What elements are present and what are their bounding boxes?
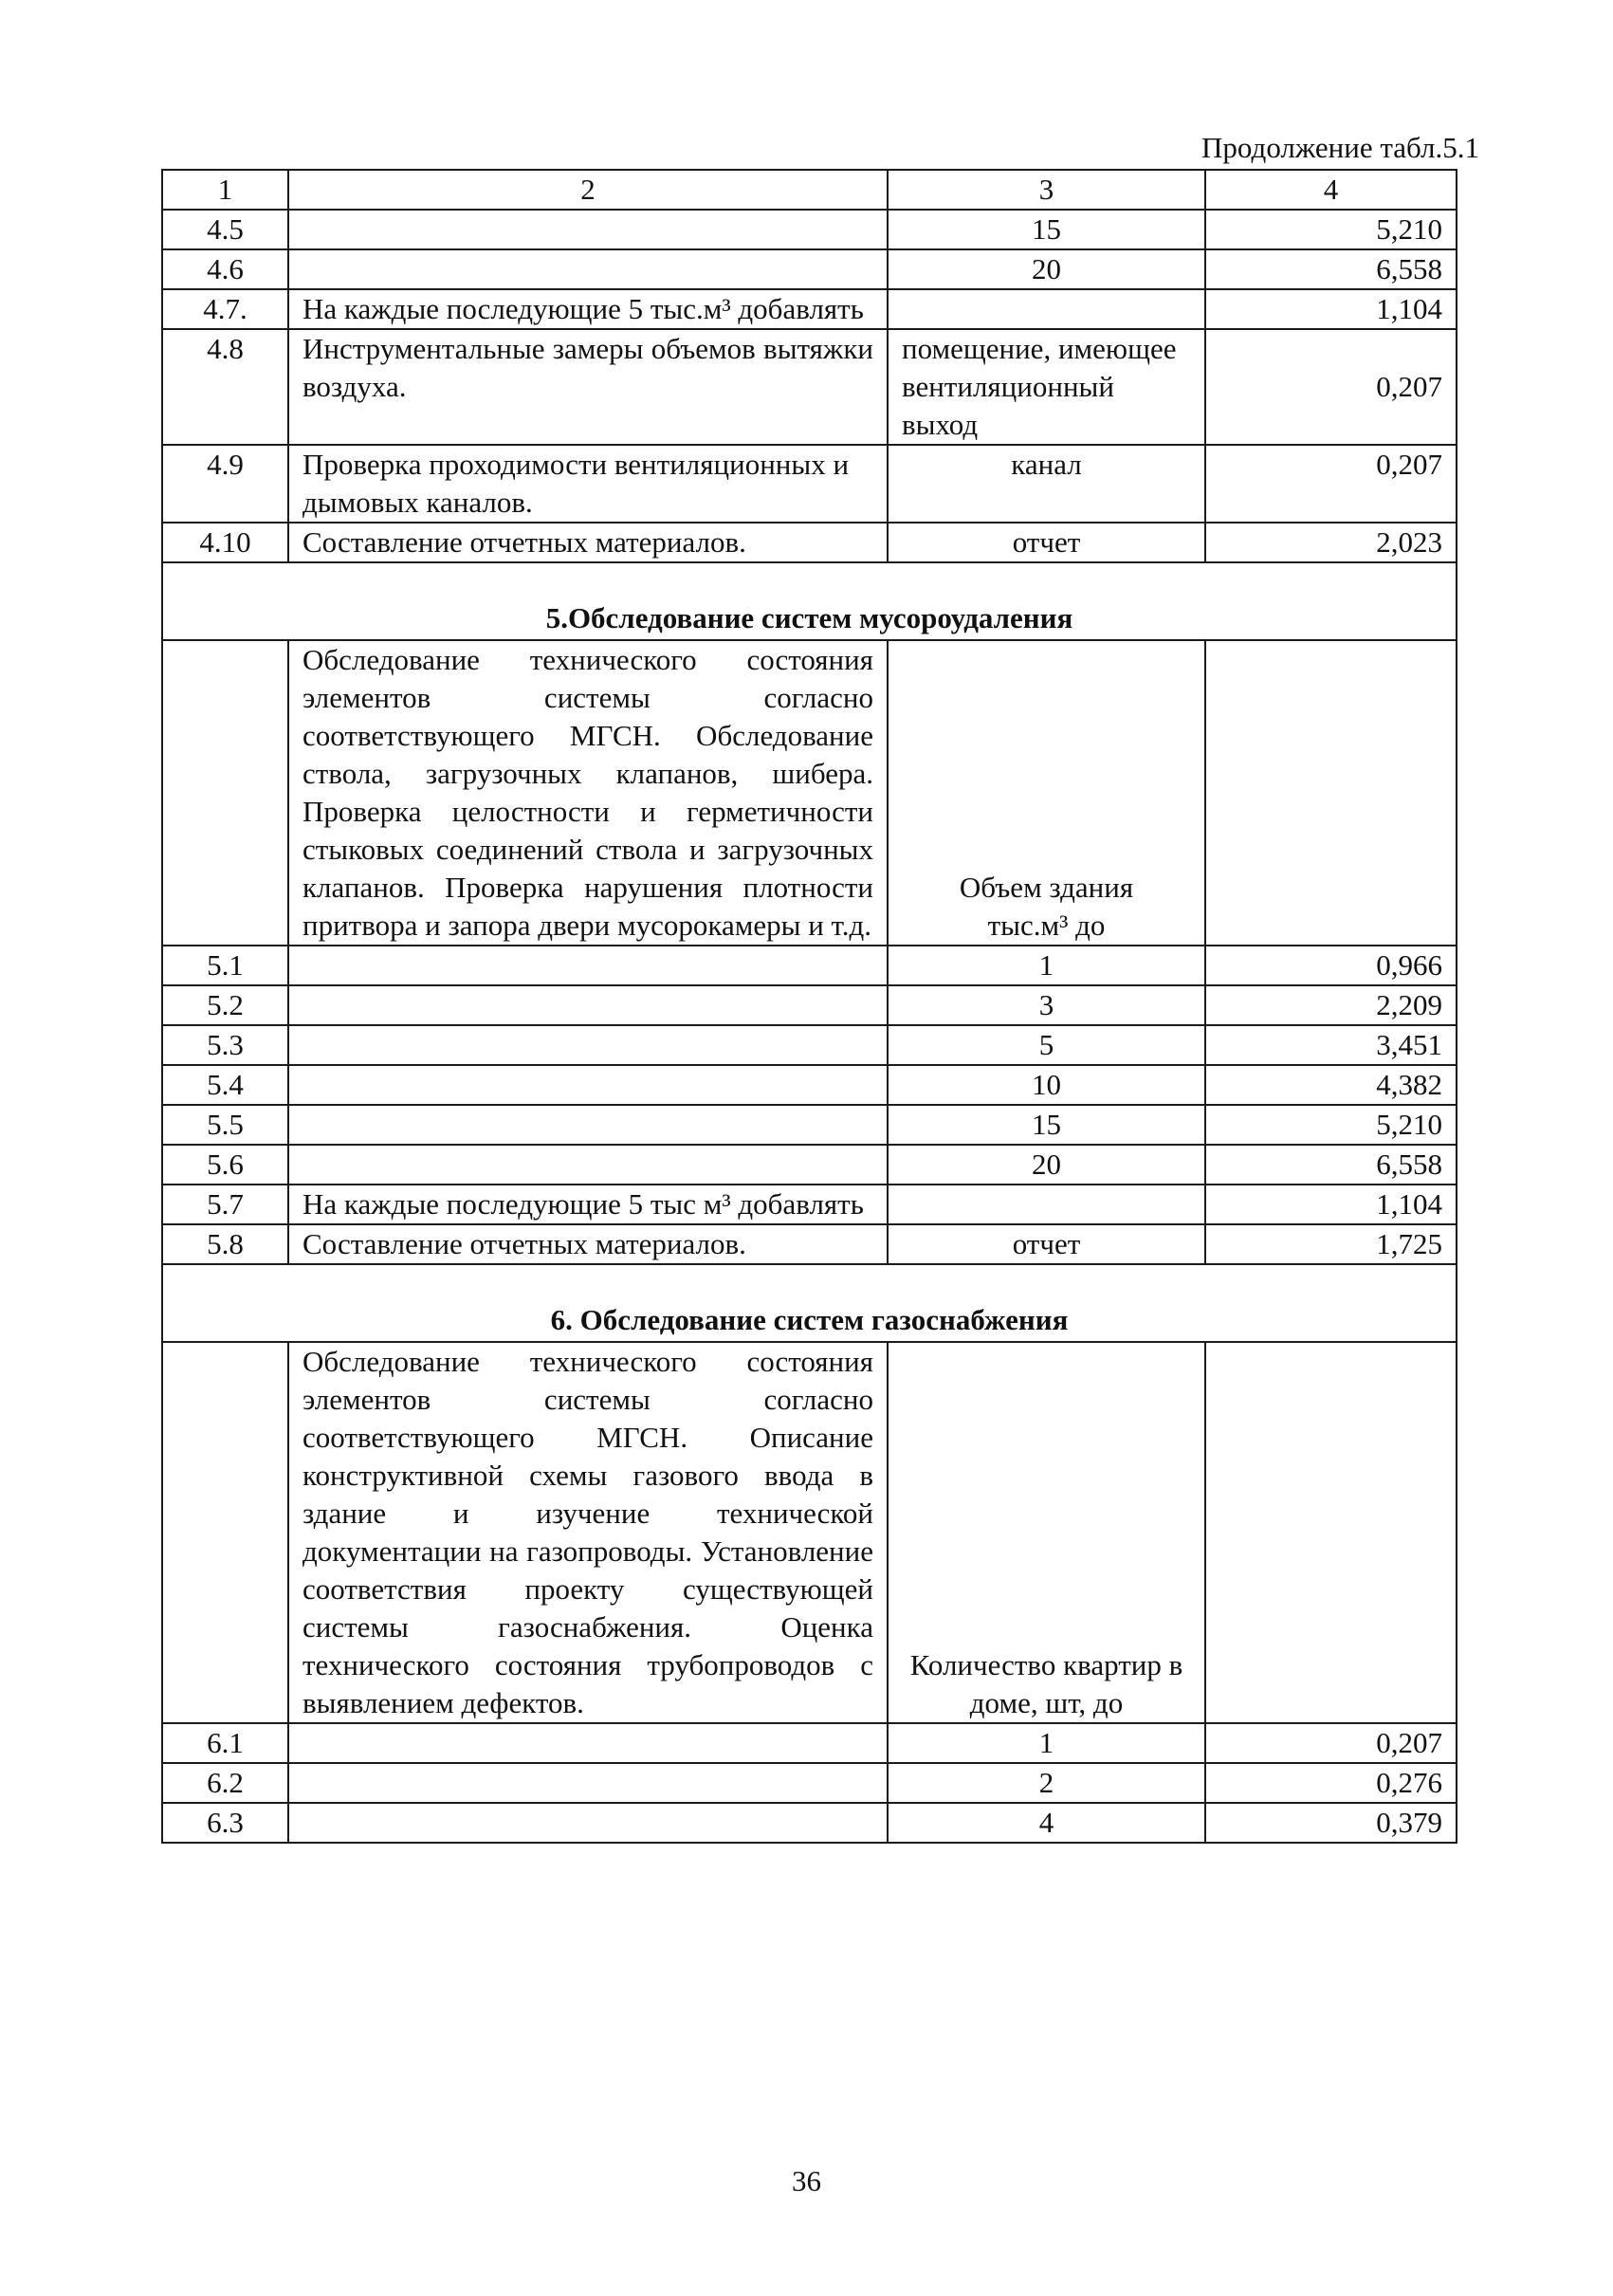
- row-description: [288, 1763, 888, 1803]
- row-value: 6,558: [1205, 1145, 1457, 1185]
- row-unit: помещение, имеющее вентиляционный выход: [888, 329, 1205, 445]
- row-unit: 1: [888, 946, 1205, 985]
- row-value: 2,209: [1205, 985, 1457, 1025]
- section-heading-row: [162, 1264, 1457, 1342]
- table-caption: Продолжение табл.5.1: [1201, 131, 1479, 164]
- table-row: [162, 1185, 1457, 1224]
- table-row: [162, 329, 1457, 445]
- header-row: [162, 170, 1457, 210]
- row-value: 1,725: [1205, 1224, 1457, 1264]
- row-description: [288, 1025, 888, 1065]
- row-description: [288, 210, 888, 249]
- row-description: На каждые последующие 5 тыс м³ добавлять: [288, 1185, 888, 1224]
- section-6-intro-description: Обследование технического состояния элементов системы согласно соответствующего МГСН. Описание конструктивной схемы газового ввода в здание и изучение технической документации на газопроводы. Установление соответствия проекту существующей системы газоснабжения. Оценка технического состояния трубопроводов с выявлением дефектов.: [288, 1342, 888, 1723]
- table-row: [162, 1105, 1457, 1145]
- row-number: 4.5: [162, 210, 288, 249]
- row-number: 5.8: [162, 1224, 288, 1264]
- table-row: [162, 1145, 1457, 1185]
- table-row: [162, 1224, 1457, 1264]
- row-unit: 3: [888, 985, 1205, 1025]
- row-description: Инструментальные замеры объемов вытяжки воздуха.: [288, 329, 888, 445]
- row-description: [288, 1145, 888, 1185]
- row-unit: отчет: [888, 1224, 1205, 1264]
- table-row: [162, 640, 1457, 946]
- row-description: Составление отчетных материалов.: [288, 523, 888, 562]
- row-value: 0,207: [1205, 329, 1457, 445]
- row-unit: 1: [888, 1723, 1205, 1763]
- row-unit: 4: [888, 1803, 1205, 1843]
- header-cell-3: 3: [888, 170, 1205, 210]
- row-value: 4,382: [1205, 1065, 1457, 1105]
- header-cell-2: 2: [288, 170, 888, 210]
- row-value: 1,104: [1205, 1185, 1457, 1224]
- table-row: [162, 1065, 1457, 1105]
- row-number: 4.10: [162, 523, 288, 562]
- row-value: 0,966: [1205, 946, 1457, 985]
- row-value: 5,210: [1205, 210, 1457, 249]
- row-unit: канал: [888, 445, 1205, 523]
- row-value: 0,207: [1205, 445, 1457, 523]
- row-unit: 2: [888, 1763, 1205, 1803]
- section-6-title: 6. Обследование систем газоснабжения: [162, 1264, 1457, 1342]
- table-row: [162, 946, 1457, 985]
- row-description: [288, 1803, 888, 1843]
- row-number: 4.9: [162, 445, 288, 523]
- row-unit: 15: [888, 210, 1205, 249]
- section-heading-row: [162, 562, 1457, 640]
- row-number: 5.7: [162, 1185, 288, 1224]
- norms-table: [161, 169, 1457, 1844]
- table-row: [162, 985, 1457, 1025]
- row-description: [288, 985, 888, 1025]
- row-value: 5,210: [1205, 1105, 1457, 1145]
- header-cell-4: 4: [1205, 170, 1457, 210]
- row-value: 0,276: [1205, 1763, 1457, 1803]
- row-number: 5.1: [162, 946, 288, 985]
- page-number: 36: [792, 2164, 821, 2197]
- table-row: [162, 445, 1457, 523]
- row-number: 4.6: [162, 249, 288, 289]
- row-description: [288, 946, 888, 985]
- section-5-title: 5.Обследование систем мусороудаления: [162, 562, 1457, 640]
- row-number: 5.6: [162, 1145, 288, 1185]
- row-description: [288, 249, 888, 289]
- row-number: 6.3: [162, 1803, 288, 1843]
- row-value: 6,558: [1205, 249, 1457, 289]
- row-description: [288, 1105, 888, 1145]
- row-value: 1,104: [1205, 289, 1457, 329]
- row-description: [288, 1723, 888, 1763]
- row-number: [162, 640, 288, 946]
- row-value: 3,451: [1205, 1025, 1457, 1065]
- row-description: На каждые последующие 5 тыс.м³ добавлять: [288, 289, 888, 329]
- row-unit: 15: [888, 1105, 1205, 1145]
- row-value: 0,379: [1205, 1803, 1457, 1843]
- row-description: [288, 1065, 888, 1105]
- row-unit: отчет: [888, 523, 1205, 562]
- row-unit: [888, 289, 1205, 329]
- table-row: [162, 1342, 1457, 1723]
- table-row: [162, 1803, 1457, 1843]
- row-unit: 5: [888, 1025, 1205, 1065]
- row-number: 5.5: [162, 1105, 288, 1145]
- row-number: 5.2: [162, 985, 288, 1025]
- section-5-unit-header: Объем здания тыс.м³ до: [888, 640, 1205, 946]
- row-unit: 10: [888, 1065, 1205, 1105]
- table-row: [162, 249, 1457, 289]
- row-number: 5.4: [162, 1065, 288, 1105]
- table-row: [162, 1763, 1457, 1803]
- row-value: [1205, 1342, 1457, 1723]
- row-number: 6.1: [162, 1723, 288, 1763]
- table-row: [162, 523, 1457, 562]
- table-row: [162, 1723, 1457, 1763]
- row-unit: 20: [888, 1145, 1205, 1185]
- row-number: [162, 1342, 288, 1723]
- row-number: 6.2: [162, 1763, 288, 1803]
- row-value: 0,207: [1205, 1723, 1457, 1763]
- row-description: Составление отчетных материалов.: [288, 1224, 888, 1264]
- row-value: [1205, 640, 1457, 946]
- row-unit: [888, 1185, 1205, 1224]
- row-value: 2,023: [1205, 523, 1457, 562]
- row-unit: 20: [888, 249, 1205, 289]
- section-5-intro-description: Обследование технического состояния элементов системы согласно соответствующего МГСН. Обследование ствола, загрузочных клапанов, шибера. Проверка целостности и герметичности стыковых соединений ствола и загрузочных клапанов. Проверка нарушения плотности притвора и запора двери мусорокамеры и т.д.: [288, 640, 888, 946]
- row-description: Проверка проходимости вентиляционных и дымовых каналов.: [288, 445, 888, 523]
- header-cell-1: 1: [162, 170, 288, 210]
- row-number: 5.3: [162, 1025, 288, 1065]
- row-number: 4.8: [162, 329, 288, 445]
- table-row: [162, 289, 1457, 329]
- table-row: [162, 1025, 1457, 1065]
- table-row: [162, 210, 1457, 249]
- row-number: 4.7.: [162, 289, 288, 329]
- section-6-unit-header: Количество квартир в доме, шт, до: [888, 1342, 1205, 1723]
